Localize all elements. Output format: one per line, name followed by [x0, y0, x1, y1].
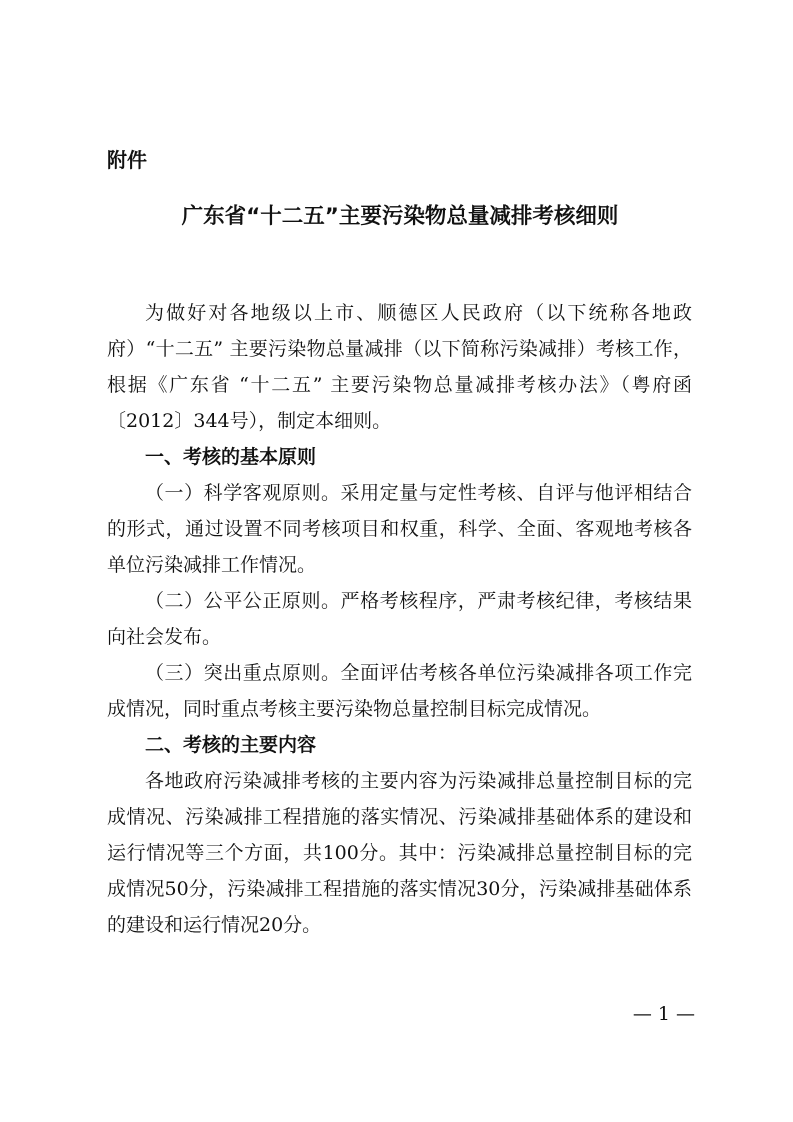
principle-paragraph-3: （三）突出重点原则。全面评估考核各单位污染减排各项工作完成情况，同时重点考核主要污染物总量控制目标完成情况。 [107, 662, 692, 720]
document-body [107, 295, 692, 943]
principle-paragraph-1: （一）科学客观原则。采用定量与定性考核、自评与他评相结合的形式，通过设置不同考核项目和权重，科学、全面、客观地考核各单位污染减排工作情况。 [107, 482, 692, 576]
principle-paragraph-2: （二）公平公正原则。严格考核程序，严肃考核纪律，考核结果向社会发布。 [107, 590, 692, 648]
section-heading-content: 二、考核的主要内容 [145, 734, 317, 756]
page-number: — 1 — [632, 1003, 695, 1025]
section-heading-principles: 一、考核的基本原则 [145, 446, 317, 468]
attachment-label: 附件 [107, 148, 147, 172]
content-paragraph: 各地政府污染减排考核的主要内容为污染减排总量控制目标的完成情况、污染减排工程措施的落实情况、污染减排基础体系的建设和运行情况等三个方面，共100分。其中：污染减排总量控制目标的完成情况50分，污染减排工程措施的落实情况30分，污染减排基础体系的建设和运行情况20分。 [107, 770, 692, 936]
intro-paragraph: 为做好对各地级以上市、顺德区人民政府（以下统称各地政府）“十二五” 主要污染物总量减排（以下简称污染减排）考核工作，根据《广东省 “十二五” 主要污染物总量减排考核办法》（粤府函〔2012〕344号），制定本细则。 [107, 302, 692, 432]
document-title: 广东省“十二五”主要污染物总量减排考核细则 [181, 204, 619, 229]
